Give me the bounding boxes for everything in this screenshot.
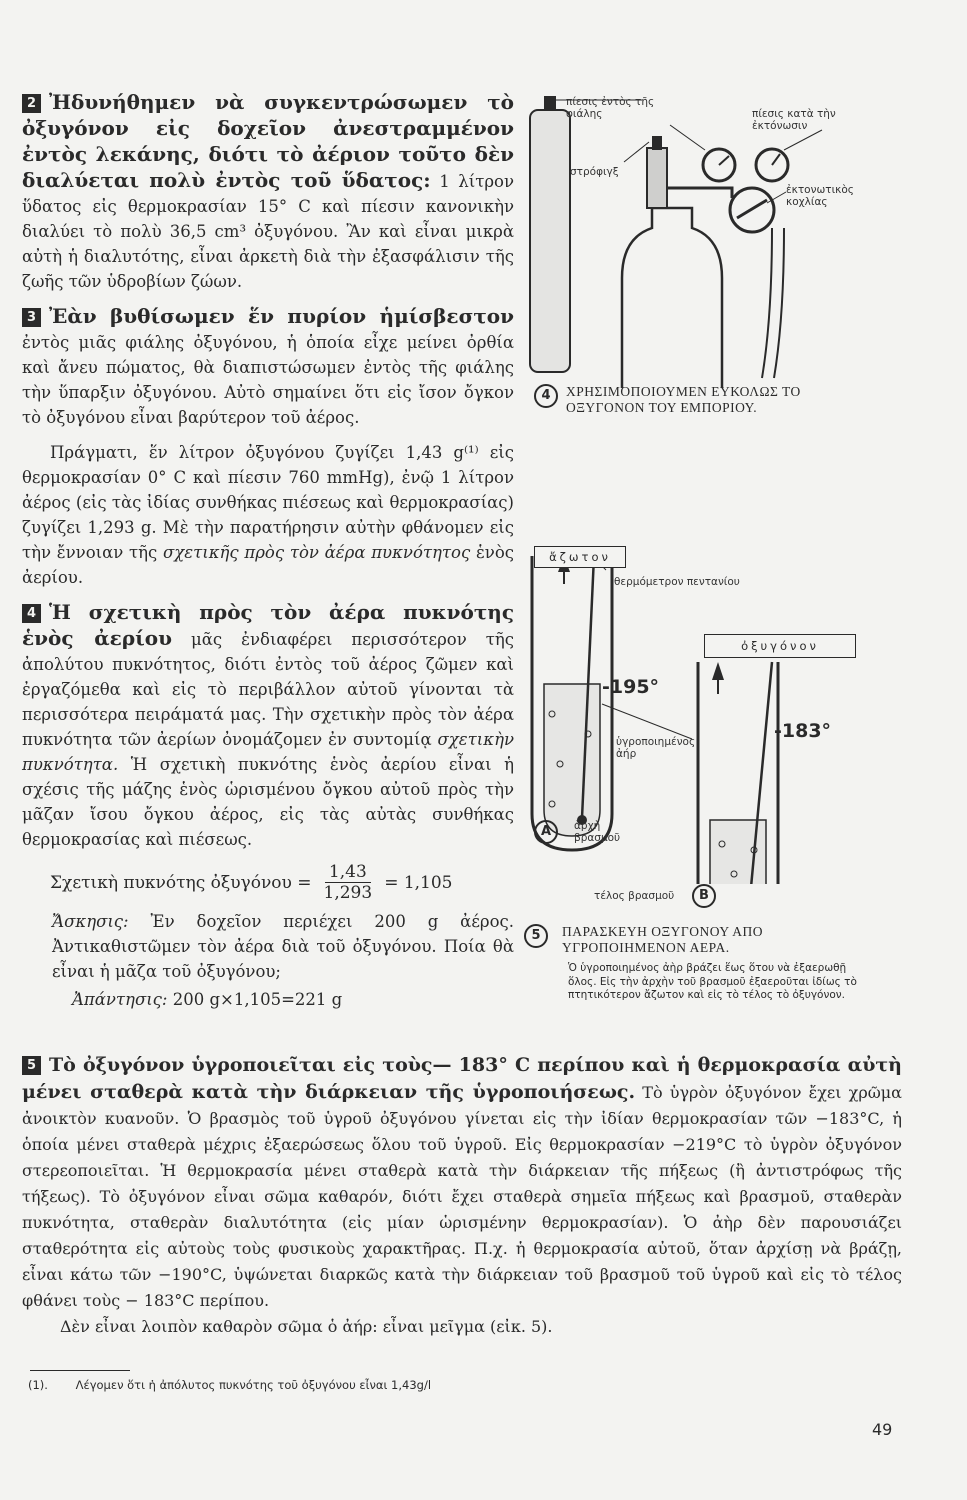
label-liquid-air: ὑγροποιημένος ἀήρ <box>616 736 696 760</box>
box-nitrogen: ἄζωτον <box>534 546 626 568</box>
section-2 <box>22 90 514 294</box>
exercise-label: Ἄσκησις: <box>52 912 129 931</box>
section-3-text: ἐντὸς μιᾶς φιάλης ὀξυγόνου, ἡ ὁποία εἶχε μείνει ὀρθία καὶ ἄνευ πώματος, θὰ διαπιστώσωμεν ἐντὸς τῆς φιάλης τὴν ὕπαρξιν ὀξυγόνου. Αὐτὸ σημαίνει ὅτι εἰς ἴσον ὄγκον τὸ ὀξυγόνου εἶναι βαρύτερον τοῦ ἀέρος. <box>22 333 514 427</box>
label-expansion-screw: ἐκτονωτικὸς κοχλίας <box>786 184 854 208</box>
liquid-air-a <box>544 684 600 836</box>
footnote-text: Λέγομεν ὅτι ἡ ἀπόλυτος πυκνότης τοῦ ὀξυγόνου εἶναι 1,43g/l <box>75 1378 432 1392</box>
section-3-text-2-end: ἑνὸς ἀερίου. <box>22 543 514 587</box>
figure-5 <box>522 514 952 1034</box>
tube-b-label: B <box>692 884 716 908</box>
section-4 <box>22 600 514 852</box>
oxygen-cylinder <box>530 110 570 372</box>
temperature-a: -195° <box>602 676 660 698</box>
label-end-boil: τέλος βρασμοῦ <box>594 890 675 902</box>
cylinder-neck <box>544 96 556 110</box>
section-3 <box>22 304 514 430</box>
formula-numerator: 1,43 <box>325 862 371 883</box>
section-3-italic-term: σχετικῆς πρὸς τὸν ἀέρα πυκνότητος <box>162 543 471 562</box>
section-3-number: 3 <box>22 308 41 327</box>
figure-4-caption <box>534 384 866 416</box>
figure-4-number: 4 <box>534 384 558 408</box>
answer <box>72 990 514 1009</box>
footnote-divider <box>30 1370 130 1371</box>
label-valve: στρόφιγξ <box>570 166 619 178</box>
label-pressure-outlet: πίεσις κατὰ τὴν ἐκτόνωσιν <box>752 108 836 132</box>
footnote-marker: (1). <box>28 1378 48 1392</box>
oxygen-cylinder-diagram <box>522 88 952 388</box>
temperature-b: -183° <box>774 720 832 742</box>
figure-4-caption-text: ΧΡΗΣΙΜΟΠΟΙΟΥΜΕΝ ΕΥΚΟΛΩΣ ΤΟ ΟΞΥΓΟΝΟΝ ΤΟΥ ΕΜΠΟΡΙΟΥ. <box>566 384 801 415</box>
section-4-text-end: Ἡ σχετικὴ πυκνότης ἑνὸς ἀερίου εἶναι ἡ σχέσις τῆς μάζης ἑνὸς ὡρισμένου ὄγκου αὐτοῦ πρὸς τὴν μᾶζαν ἴσου ὄγκου ἀέρος, εἰς τὰς αὐτὰς συνθήκας θερμοκρασίας καὶ πιέσεως. <box>22 755 515 849</box>
section-3-text-2: Πράγματι, ἕν λίτρον ὀξυγόνου ζυγίζει 1,43 g⁽¹⁾ εἰς θερμοκρασίαν 0° C καὶ πίεσιν 760 mmHg), ἐνῷ 1 λίτρον ἀέρος (εἰς τὰς ἰδίας συνθήκας πιέσεως καὶ θερμοκρασίας) ζυγίζει 1,293 g. Μὲ τὴν παρατήρησιν αὐτὴν φθάνομεν εἰς τὴν ἔννοιαν τῆς <box>22 443 514 562</box>
section-3-paragraph-2 <box>22 440 514 590</box>
footnote <box>28 1378 431 1392</box>
label-start-boil: ἀρχὴ βρασμοῦ <box>574 820 621 844</box>
left-column <box>22 90 514 1009</box>
regulator-body <box>647 148 667 208</box>
relative-density-formula <box>50 862 514 903</box>
label-thermometer: θερμόμετρον πεντανίου <box>614 576 740 588</box>
formula-lhs: Σχετικὴ πυκνότης ὀξυγόνου = <box>50 872 312 893</box>
section-4-lead: Ἡ σχετικὴ πρὸς τὸν ἀέρα πυκνότης ἑνὸς ἀερίου <box>22 600 514 650</box>
figure-5-caption-text: ΠΑΡΑΣΚΕΥΗ ΟΞΥΓΟΝΟΥ ΑΠΟ ΥΓΡΟΠΟΙΗΜΕΝΟΝ ΑΕΡΑ. <box>562 924 763 955</box>
figure-4 <box>522 88 952 428</box>
section-2-number: 2 <box>22 94 41 113</box>
section-5-block <box>22 1052 902 1340</box>
figure-5-caption <box>524 924 852 956</box>
figure-5-note: Ὁ ὑγροποιημένος ἀὴρ βράζει ἕως ὅτου νὰ ἐξαερωθῇ ὅλος. Εἰς τὴν ἀρχὴν τοῦ βρασμοῦ ἐξαεροῦται ἰδίως τὸ πτητικότερον ἄζωτον καὶ εἰς τὸ τέλος τὸ ὀξυγόνον. <box>568 962 857 1001</box>
section-2-text: 1 λίτρον ὕδατος εἰς θερμοκρασίαν 15° C καὶ πίεσιν κανονικὴν διαλύει τὸ πολὺ 36,5 cm³ ὀξυγόνου. Ἂν καὶ εἶναι μικρὰ αὐτὴ ἡ διαλυτότης, εἶναι ἀρκετὴ διὰ τὴν ἐξασφάλισιν τῆς ζωῆς τῶν ὑδροβίων ζώων. <box>22 172 515 291</box>
section-4-italic-term: σχετικὴν πυκνότητα. <box>22 730 514 774</box>
answer-text: 200 g×1,105=221 g <box>172 990 343 1009</box>
section-4-text: μᾶς ἐνδιαφέρει περισσότερον τῆς ἀπολύτου πυκνότητος, διότι ἐντὸς τοῦ ἀέρος ζῶμεν καὶ ἐργαζόμεθα καὶ εἰς τὸ περιβάλλον αὐτοῦ γίνονται τὰ περισσότερα πειράματά μας. Τὴν σχετικὴν πρὸς τὸν ἀέρα πυκνότητα τῶν ἀερίων ὀνομάζομεν ἐν συντομίᾳ <box>22 630 514 749</box>
formula-rhs: = 1,105 <box>384 872 453 893</box>
formula-denominator: 1,293 <box>323 883 373 903</box>
answer-label: Ἀπάντησις: <box>72 990 168 1009</box>
right-column <box>522 88 952 1034</box>
section-4-number: 4 <box>22 604 41 623</box>
section-5 <box>22 1052 902 1314</box>
tube-a-label: A <box>534 820 558 844</box>
figure-5-number: 5 <box>524 924 548 948</box>
exercise-text: Ἐν δοχεῖον περιέχει 200 g ἀέρος. Ἀντικαθιστῶμεν τὸν ἀέρα διὰ τοῦ ὀξυγόνου. Ποία θὰ εἶναι ἡ μᾶζα τοῦ ὀξυγόνου; <box>52 912 514 981</box>
section-5-lead: Τὸ ὀξυγόνον ὑγροποιεῖται εἰς τοὺς— 183° C περίπου καὶ ἡ θερμοκρασία αὐτὴ μένει σταθερὰ κατὰ τὴν διάρκειαν τῆς ὑγροποιήσεως. <box>22 1054 902 1103</box>
section-3-lead: Ἐὰν βυθίσωμεν ἕν πυρίον ἡμίσβεστον <box>49 304 514 328</box>
page-number: 49 <box>872 1420 893 1439</box>
label-pressure-inside: πίεσις ἐντὸς τῆς φιάλης <box>566 96 655 120</box>
box-oxygen: ὀξυγόνον <box>704 634 856 658</box>
exercise <box>52 909 514 984</box>
section-5-number: 5 <box>22 1056 41 1075</box>
formula-fraction <box>324 862 373 903</box>
section-5-text: Τὸ ὑγρὸν ὀξυγόνον ἔχει χρῶμα ἀνοικτὸν κυανοῦν. Ὁ βρασμὸς τοῦ ὑγροῦ ὀξυγόνου γίνεται εἰς τὴν ἰδίαν θερμοκρασίαν τῶν −183°C, ἡ ὁποία μένει σταθερὰ μέχρις ἐξαερώσεως ὅλου τοῦ ὑγροῦ. Εἰς θερμοκρασίαν −219°C τὸ ὑγρὸν ὀξυγόνον στερεοποιεῖται. Ἡ θερμοκρασία μένει σταθερὰ κατὰ τὴν διάρκειαν τῆς πήξεως (ἢ ἀντιστρόφως τῆς τήξεως). Τὸ ὀξυγόνον εἶναι σῶμα καθαρόν, διότι ἔχει σταθερὰ σημεῖα πήξεως καὶ βρασμοῦ, σταθερὰν πυκνότητα, σταθερὰν διαλυτότητα (εἰς μίαν ὡρισμένην θερμοκρασίαν). Ὁ ἀὴρ δὲν παρουσιάζει σταθερότητα εἰς αὐτοὺς τοὺς φυσικοὺς χαρακτῆρας. Π.χ. ἡ θερμοκρασία αὐτοῦ, ὅταν ἀρχίσῃ νὰ βράζῃ, εἶναι κάτω τῶν −190°C, ὑψώνεται διαρκῶς κατὰ τὴν διάρκειαν τοῦ βρασμοῦ τοῦ ὑγροῦ καὶ εἰς τὸ τέλος φθάνει τοὺς − 183°C περίπου. <box>22 1083 902 1310</box>
hose <box>762 228 784 378</box>
section-2-lead: Ἠδυνήθημεν νὰ συγκεντρώσωμεν τὸ ὀξυγόνον εἰς δοχεῖον ἀνεστραμμένον ἐντὸς λεκάνης, διότι τὸ ἀέριον τοῦτο δὲν διαλύεται πολὺ ἐντὸς τοῦ ὕδατος: <box>22 90 514 192</box>
bottle-outline <box>622 208 722 388</box>
section-5-conclusion: Δὲν εἶναι λοιπὸν καθαρὸν σῶμα ὁ ἀήρ: εἶναι μεῖγμα (εἰκ. 5). <box>60 1317 553 1336</box>
